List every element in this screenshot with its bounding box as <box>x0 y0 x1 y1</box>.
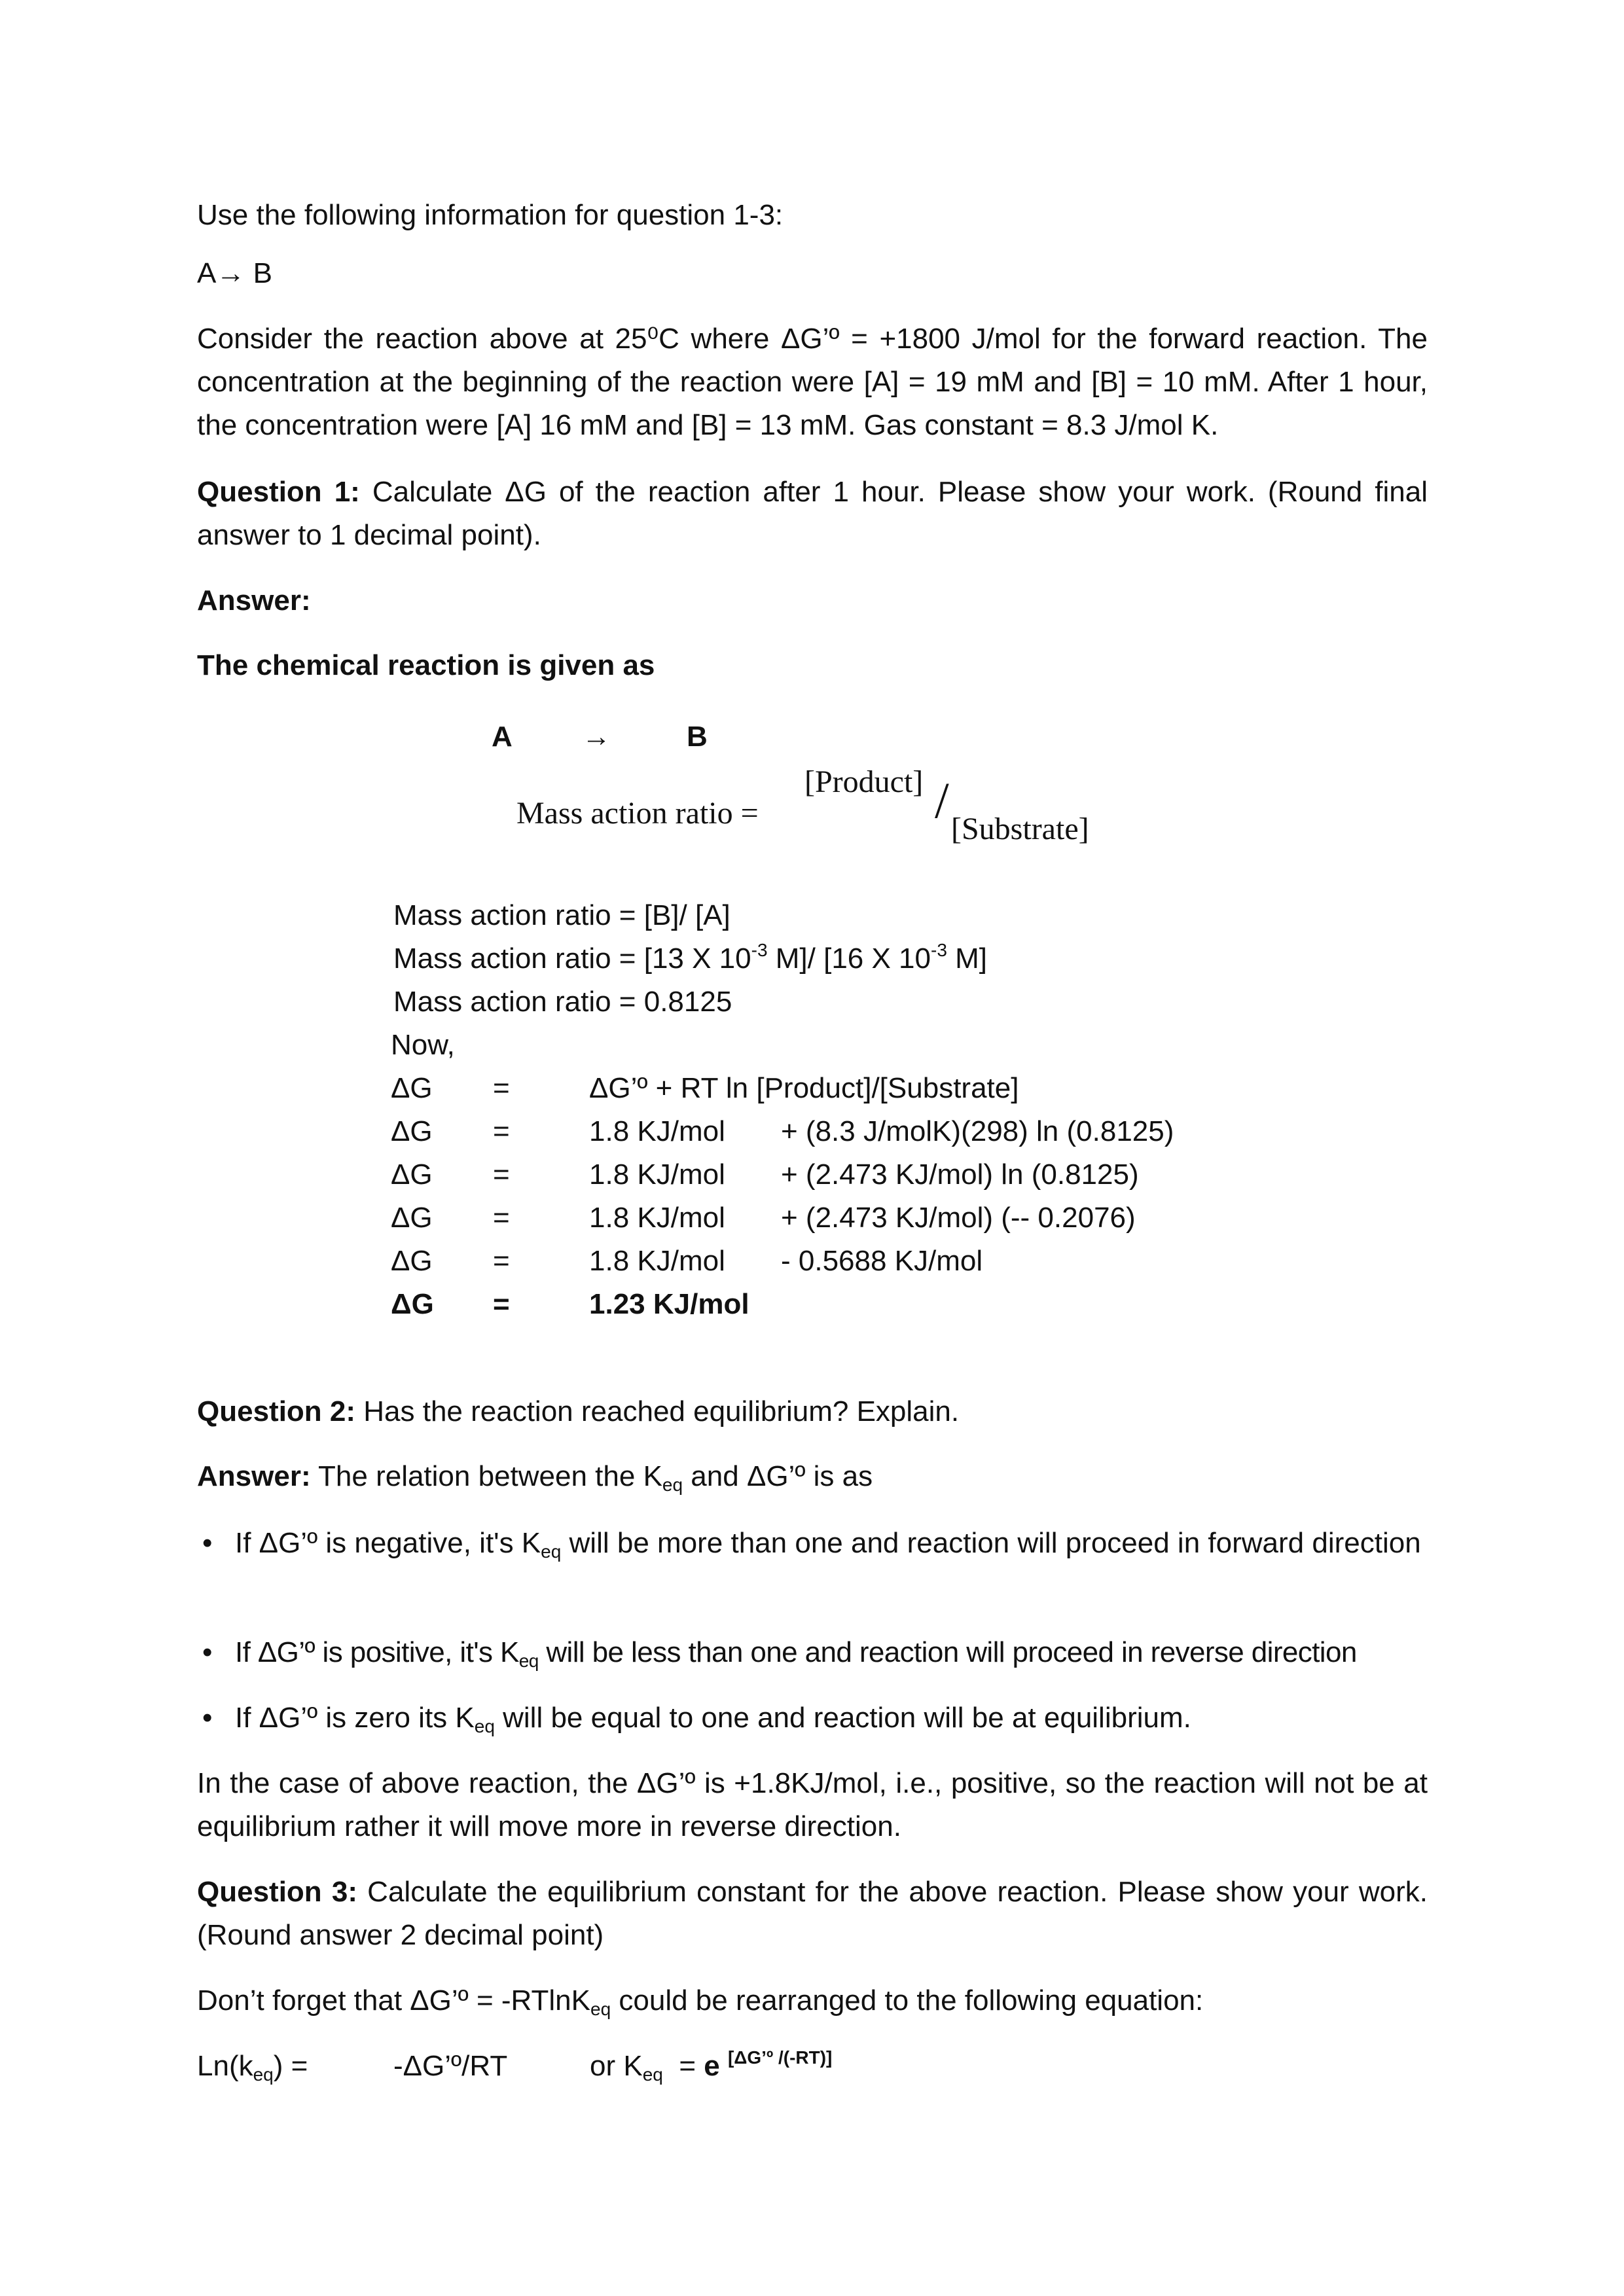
question-1-label: Question 1: <box>197 476 360 508</box>
question-2-label: Question 2: <box>197 1395 356 1427</box>
dg-final-row: ΔG = 1.23 KJ/mol <box>391 1288 749 1320</box>
intro-line: Use the following information for question 1-3: <box>197 199 784 231</box>
dg-row: ΔG = 1.8 KJ/mol - 0.5688 KJ/mol <box>391 1245 983 1277</box>
question-1 <box>197 471 1428 557</box>
ln-keq-rhs: -ΔG’º/RT <box>393 2050 508 2082</box>
dg-row: ΔG = 1.8 KJ/mol + (2.473 KJ/mol) ln (0.8125) <box>391 1158 1139 1191</box>
ln-keq: $Ln(k_{eq})$ = <box>197 2050 308 2085</box>
bold-reactant-a: A <box>492 721 513 753</box>
arrow-icon: → <box>216 257 245 289</box>
product-b: B <box>253 257 272 289</box>
keq-equation <box>197 2045 1428 2088</box>
dg-row: ΔG = 1.8 KJ/mol + (2.473 KJ/mol) (-- 0.2076) <box>391 1202 1136 1234</box>
mar-line-2: Mass action ratio = [13 X $10^{-3}$ M]/ [16 X $10^{-3}$ M] <box>393 940 988 975</box>
dg-row: ΔG = 1.8 KJ/mol + (8.3 J/molK)(298) ln (0.8125) <box>391 1115 1174 1147</box>
formula-lhs: Mass action ratio = <box>516 796 759 831</box>
rearrange-note: Don’t forget that ΔG’º = -RTlnK$_{eq}$ could be rearranged to the following equation: <box>197 1984 1204 2019</box>
reaction-intro: The chemical reaction is given as <box>197 649 655 681</box>
bold-product-b: B <box>687 721 708 753</box>
bold-reaction <box>197 715 1428 759</box>
problem-statement: Consider the reaction above at 25⁰C where ΔG’º = +1800 J/mol for the forward reaction. The concentration at the beginning of the reaction were [A] = 19 mM and [B] = 10 mM. After 1 hour, the concentration were [A] 16 mM and [B] = 13 mM. Gas constant = 8.3 J/mol K. <box>197 323 1428 441</box>
mass-action-formula <box>197 764 1428 856</box>
answer-2-label: Answer: <box>197 1460 311 1492</box>
mar-line-1: Mass action ratio = [B]/ [A] <box>393 899 731 931</box>
formula-denominator: [Substrate] <box>951 812 1089 846</box>
mar-line-3: Mass action ratio = 0.8125 <box>393 986 732 1018</box>
question-1-text: Calculate ΔG of the reaction after 1 hour. Please show your work. (Round final answer to 1 decimal point). <box>197 476 1428 551</box>
question-3: Question 3: Calculate the equilibrium constant for the above reaction. Please show your work. (Round answer 2 decimal point) <box>197 1876 1428 1951</box>
reactant-a: A <box>197 257 217 289</box>
question-2: Question 2: Has the reaction reached equilibrium? Explain. <box>197 1395 960 1427</box>
bullet-icon: • <box>202 1527 213 1559</box>
formula-slash: / <box>935 772 949 829</box>
bold-arrow-icon: → <box>582 721 611 753</box>
dg-row: ΔG = ΔG’º + RT ln [Product]/[Substrate] <box>391 1072 1019 1104</box>
answer-2: Answer: The relation between the $K_{eq}$ and ΔG’º is as <box>197 1460 873 1495</box>
keq-exp-form: or $K_{eq} = e$ [ΔG’º /(-RT)] <box>590 2047 833 2085</box>
question-3-label: Question 3: <box>197 1876 357 1908</box>
bullet-icon: • <box>202 1702 213 1734</box>
formula-numerator: [Product] <box>804 764 924 799</box>
reaction-line <box>197 252 1428 295</box>
answer-1-label: Answer: <box>197 584 311 617</box>
conclusion-paragraph: In the case of above reaction, the ΔG’º is +1.8KJ/mol, i.e., positive, so the reaction will not be at equilibrium rather it will move more in reverse direction. <box>197 1767 1428 1842</box>
now-label: Now, <box>391 1029 455 1061</box>
bullet-icon: • <box>202 1636 213 1668</box>
